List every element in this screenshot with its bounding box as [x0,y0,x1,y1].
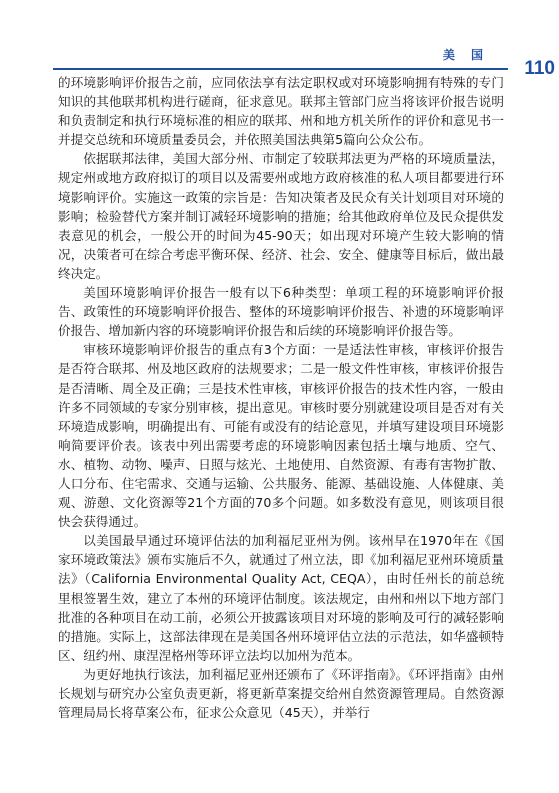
paragraph: 美国环境影响评价报告一般有以下6种类型：单项工程的环境影响评价报告、政策性的环境影响评价报告、整体的环境影响评价报告、补遗的环境影响评价报告、增加新内容的环境影响评价报告和后续的环境影响评价报告等。 [58,285,504,339]
body-text [58,73,504,722]
page-header [0,0,559,80]
paragraph: 为更好地执行该法，加利福尼亚州还颁布了《环评指南》。《环评指南》由州长规划与研究办公室负责更新，将更新草案提交给州自然资源管理局。自然资源管理局局长将草案公布，征求公众意见（45天），并举行 [58,666,504,721]
paragraph: 以美国最早通过环境评估法的加利福尼亚州为例。该州早在1970年在《国家环境政策法》颁布实施后不久，就通过了州立法，即《加利福尼亚州环境质量法》（California Environmental Quality Act, CEQA），由时任州长的前总统里根签署生效，建立了本州的环境评估制度。该法规定，由州和州以下地方部门批准的各种项目在动工前，必须公开披露该项目对环境的影响及可行的减轻影响的措施。实际上，这部法律现在是美国各州环境评估立法的示范法，如华盛顿特区、纽约州、康涅涅格州等环评立法均以加州为范本。 [58,533,504,663]
paragraph: 的环境影响评价报告之前，应同依法享有法定职权或对环境影响拥有特殊的专门知识的其他联邦机构进行磋商，征求意见。联邦主管部门应当将该评价报告说明和负责制定和执行环境标准的相应的联邦、州和地方机关所作的评价和意见书一并提交总统和环境质量委员会，并依照美国法典第5篇向公众公布。 [58,75,504,148]
header-rule [53,68,508,70]
page-number: 110 [524,58,555,79]
paragraph: 依据联邦法律，美国大部分州、市制定了较联邦法更为严格的环境质量法，规定州或地方政府拟订的项目以及需要州或地方政府核准的私人项目都要进行环境影响评价。实施这一政策的宗旨是：告知决策者及民众有关计划项目对环境的影响；检验替代方案并制订减轻环境影响的措施；给其他政府单位及民众提供发表意见的机会，一般公开的时间为45-90天；如出现对环境产生较大影响的情况，决策者可在综合考虑平衡环保、经济、社会、安全、健康等目标后，做出最终决定。 [58,151,504,281]
paragraph: 审核环境影响评价报告的重点有3个方面：一是适法性审核，审核评价报告是否符合联邦、州及地区政府的法规要求；二是一般文件性审核，审核评价报告是否清晰、周全及正确；三是技术性审核，审核评价报告的技术性内容，一般由许多不同领域的专家分别审核，提出意见。审核时要分别就建设项目是否对有关环境造成影响，明确提出有、可能有或没有的结论意见，并填写建设项目环境影响简要评价表。该表中列出需要考虑的环境影响因素包括土壤与地质、空气、水、植物、动物、噪声、日照与炫光、土地使用、自然资源、有毒有害物扩散、人口分布、住宅需求、交通与运输、公共服务、能源、基础设施、人体健康、美观、游憩、文化资源等21个方面的70多个问题。如多数没有意见，则该项目很快会获得通过。 [58,342,504,530]
running-head: 美 国 [442,48,489,62]
